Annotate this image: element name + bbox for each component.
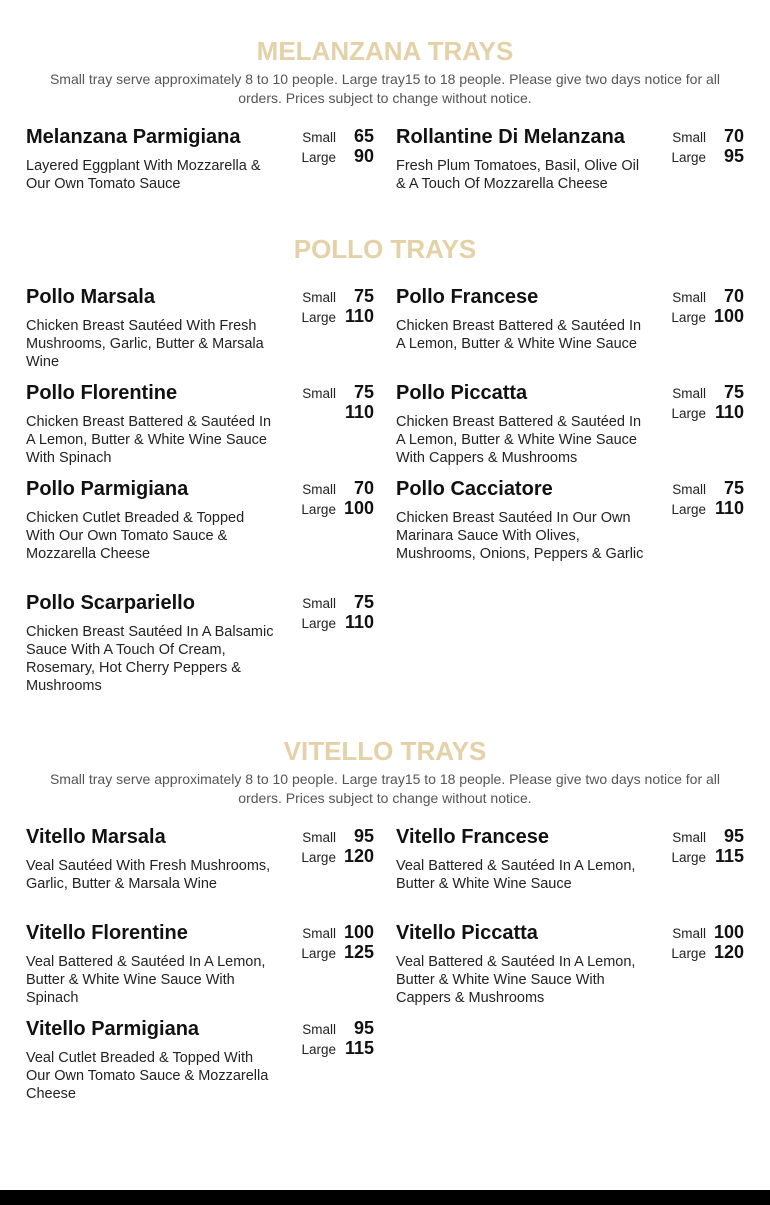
- large-price: 100: [343, 498, 374, 518]
- large-price: 110: [344, 612, 374, 632]
- large-price: 125: [343, 942, 374, 962]
- item-name: Vitello Piccatta: [396, 922, 538, 944]
- small-label: Small: [672, 386, 706, 401]
- small-price: 75: [353, 286, 374, 306]
- large-price: 110: [344, 306, 374, 326]
- small-price: 95: [353, 1018, 374, 1038]
- large-label: Large: [671, 850, 706, 865]
- section-title: POLLO TRAYS: [293, 234, 477, 264]
- item-description: Veal Sautéed With Fresh Mushrooms, Garlic, Butter & Marsala Wine: [26, 858, 271, 892]
- large-label: Large: [671, 310, 706, 325]
- item-description: Chicken Breast Battered & Sautéed In A Lemon, Butter & White Wine Sauce With Spinach: [26, 414, 272, 466]
- item-name: Pollo Parmigiana: [26, 478, 189, 500]
- small-label: Small: [672, 482, 706, 497]
- small-label: Small: [672, 290, 706, 305]
- large-label: Large: [671, 406, 706, 421]
- large-label: Large: [301, 502, 336, 517]
- small-label: Small: [672, 130, 706, 145]
- item-name: Vitello Marsala: [26, 826, 166, 848]
- item-name: Vitello Francese: [396, 826, 550, 848]
- small-label: Small: [302, 1022, 336, 1037]
- item-description: Chicken Breast Sautéed In Our Own Marinara Sauce With Olives, Mushrooms, Onions, Peppers & Garlic: [396, 510, 644, 562]
- item-description: Veal Battered & Sautéed In A Lemon, Butter & White Wine Sauce With Cappers & Mushrooms: [396, 954, 636, 1006]
- small-price: 95: [723, 826, 744, 846]
- small-label: Small: [672, 830, 706, 845]
- large-label: Large: [301, 850, 336, 865]
- small-label: Small: [302, 482, 336, 497]
- item-description: Veal Cutlet Breaded & Topped With Our Own Tomato Sauce & Mozzarella Cheese: [26, 1050, 269, 1102]
- item-name: Vitello Florentine: [26, 922, 188, 944]
- item-description: Chicken Breast Battered & Sautéed In A Lemon, Butter & White Wine Sauce With Cappers & Mushrooms: [396, 414, 642, 466]
- large-price: 90: [353, 146, 374, 166]
- small-label: Small: [672, 926, 706, 941]
- large-price: 120: [343, 846, 374, 866]
- item-name: Pollo Scarpariello: [26, 592, 195, 614]
- large-label: Large: [301, 946, 336, 961]
- large-price: 110: [714, 498, 744, 518]
- large-label: Large: [671, 502, 706, 517]
- small-label: Small: [302, 290, 336, 305]
- large-label: Large: [301, 150, 336, 165]
- small-price: 75: [723, 478, 744, 498]
- small-price: 95: [353, 826, 374, 846]
- section-note: Small tray serve approximately 8 to 10 people. Large tray15 to 18 people. Please give two days notice for all orders. Prices subject to change without notice.: [49, 71, 721, 106]
- section-title: VITELLO TRAYS: [283, 736, 487, 766]
- item-description: Chicken Breast Sautéed In A Balsamic Sauce With A Touch Of Cream, Rosemary, Hot Cherry Peppers & Mushrooms: [26, 624, 274, 694]
- small-price: 70: [723, 126, 744, 146]
- small-price: 70: [723, 286, 744, 306]
- large-label: Large: [301, 1042, 336, 1057]
- item-description: Fresh Plum Tomatoes, Basil, Olive Oil & A Touch Of Mozzarella Cheese: [396, 158, 640, 192]
- small-price: 65: [353, 126, 374, 146]
- section-title: MELANZANA TRAYS: [256, 36, 514, 66]
- item-description: Veal Battered & Sautéed In A Lemon, Butter & White Wine Sauce With Spinach: [26, 954, 266, 1006]
- small-label: Small: [302, 130, 336, 145]
- small-price: 75: [353, 592, 374, 612]
- small-label: Small: [302, 830, 336, 845]
- vitello-section: [0, 736, 770, 808]
- large-label: Large: [671, 150, 706, 165]
- large-price: 110: [714, 402, 744, 422]
- item-name: Pollo Marsala: [26, 286, 155, 308]
- small-label: Small: [302, 596, 336, 611]
- small-label: Small: [302, 926, 336, 941]
- item-description: Layered Eggplant With Mozzarella & Our Own Tomato Sauce: [26, 158, 261, 192]
- footer-bar: [0, 1190, 770, 1205]
- item-name: Pollo Piccatta: [396, 382, 528, 404]
- small-label: Small: [302, 386, 336, 401]
- large-label: Large: [301, 616, 336, 631]
- item-description: Chicken Breast Sautéed With Fresh Mushrooms, Garlic, Butter & Marsala Wine: [26, 318, 264, 370]
- item-name: Vitello Parmigiana: [26, 1018, 200, 1040]
- item-description: Chicken Breast Battered & Sautéed In A Lemon, Butter & White Wine Sauce: [396, 318, 642, 352]
- small-price: 100: [713, 922, 744, 942]
- large-price: 115: [714, 846, 744, 866]
- melanzana-section: [0, 36, 770, 108]
- large-price: 115: [344, 1038, 374, 1058]
- large-price: 110: [344, 402, 374, 422]
- large-price: 95: [723, 146, 744, 166]
- item-description: Chicken Cutlet Breaded & Topped With Our Own Tomato Sauce & Mozzarella Cheese: [26, 510, 245, 562]
- item-name: Pollo Cacciatore: [396, 478, 553, 500]
- section-note: Small tray serve approximately 8 to 10 people. Large tray15 to 18 people. Please give two days notice for all orders. Prices subject to change without notice.: [49, 771, 721, 806]
- item-name: Pollo Florentine: [26, 382, 178, 404]
- large-price: 120: [713, 942, 744, 962]
- pollo-section: [0, 234, 770, 264]
- large-label: Large: [671, 946, 706, 961]
- item-name: Melanzana Parmigiana: [26, 126, 241, 148]
- item-name: Pollo Francese: [396, 286, 539, 308]
- item-name: Rollantine Di Melanzana: [396, 126, 625, 148]
- large-price: 100: [713, 306, 744, 326]
- small-price: 75: [353, 382, 374, 402]
- small-price: 100: [343, 922, 374, 942]
- small-price: 70: [353, 478, 374, 498]
- item-description: Veal Battered & Sautéed In A Lemon, Butter & White Wine Sauce: [396, 858, 636, 892]
- large-label: Large: [301, 310, 336, 325]
- small-price: 75: [723, 382, 744, 402]
